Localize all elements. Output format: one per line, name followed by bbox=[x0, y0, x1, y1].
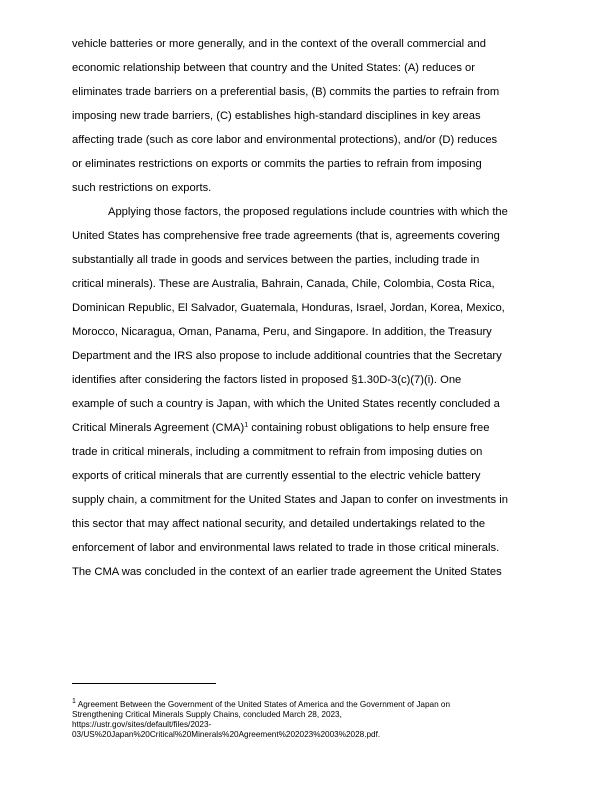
footnote-line: Strengthening Critical Minerals Supply Chains, concluded March 28, 2023, bbox=[72, 710, 342, 719]
body-line: The CMA was concluded in the context of an earlier trade agreement the United States bbox=[72, 566, 502, 578]
body-line: United States has comprehensive free trade agreements (that is, agreements covering bbox=[72, 230, 500, 242]
body-line-head: Critical Minerals Agreement (CMA) bbox=[72, 422, 245, 434]
body-line-tail: containing robust obligations to help ensure free bbox=[248, 422, 490, 434]
body-line: this sector that may affect national security, and detailed undertakings related to the bbox=[72, 518, 486, 530]
body-line: economic relationship between that country and the United States: (A) reduces or bbox=[72, 62, 475, 74]
body-line: substantially all trade in goods and services between the parties, including trade in bbox=[72, 254, 480, 266]
body-line: identifies after considering the factors listed in proposed §1.30D-3(c)(7)(i). One bbox=[72, 374, 462, 386]
body-line: imposing new trade barriers, (C) establishes high-standard disciplines in key areas bbox=[72, 110, 481, 122]
footnote-line bbox=[72, 700, 542, 710]
footnote-reference[interactable]: 1 bbox=[244, 422, 249, 429]
paragraph-first-line: Applying those factors, the proposed regulations include countries with which the bbox=[108, 206, 508, 218]
footnote-url[interactable]: 03/US%20Japan%20Critical%20Minerals%20Agreement%202023%2003%2028.pdf. bbox=[72, 730, 381, 739]
body-line: such restrictions on exports. bbox=[72, 182, 212, 194]
body-line: trade in critical minerals, including a commitment to refrain from imposing duties on bbox=[72, 446, 483, 458]
footnote-marker: 1 bbox=[72, 698, 76, 705]
footnote-text: Agreement Between the Government of the United States of America and the Government of Japan on bbox=[75, 700, 451, 709]
body-line: Department and the IRS also propose to include additional countries that the Secretary bbox=[72, 350, 502, 362]
body-line: vehicle batteries or more generally, and in the context of the overall commercial and bbox=[72, 38, 486, 50]
footnote bbox=[72, 700, 542, 740]
footnote-url[interactable]: https://ustr.gov/sites/default/files/2023- bbox=[72, 720, 212, 729]
body-line: eliminates trade barriers on a preferential basis, (B) commits the parties to refrain from bbox=[72, 86, 500, 98]
body-line: affecting trade (such as core labor and environmental protections), and/or (D) reduces bbox=[72, 134, 498, 146]
body-line-with-footnote bbox=[72, 416, 542, 440]
body-line: Dominican Republic, El Salvador, Guatemala, Honduras, Israel, Jordan, Korea, Mexico, bbox=[72, 302, 505, 314]
body-line: Morocco, Nicaragua, Oman, Panama, Peru, and Singapore. In addition, the Treasury bbox=[72, 326, 492, 338]
body-line: supply chain, a commitment for the United States and Japan to confer on investments in bbox=[72, 494, 508, 506]
body-text bbox=[72, 32, 542, 584]
body-line: or eliminates restrictions on exports or commits the parties to refrain from imposing bbox=[72, 158, 482, 170]
body-line: example of such a country is Japan, with which the United States recently concluded a bbox=[72, 398, 500, 410]
body-line: critical minerals). These are Australia, Bahrain, Canada, Chile, Colombia, Costa Rica, bbox=[72, 278, 495, 290]
body-line: enforcement of labor and environmental laws related to trade in those critical minerals. bbox=[72, 542, 500, 554]
footnote-separator bbox=[72, 683, 216, 684]
body-line: exports of critical minerals that are currently essential to the electric vehicle battery bbox=[72, 470, 481, 482]
